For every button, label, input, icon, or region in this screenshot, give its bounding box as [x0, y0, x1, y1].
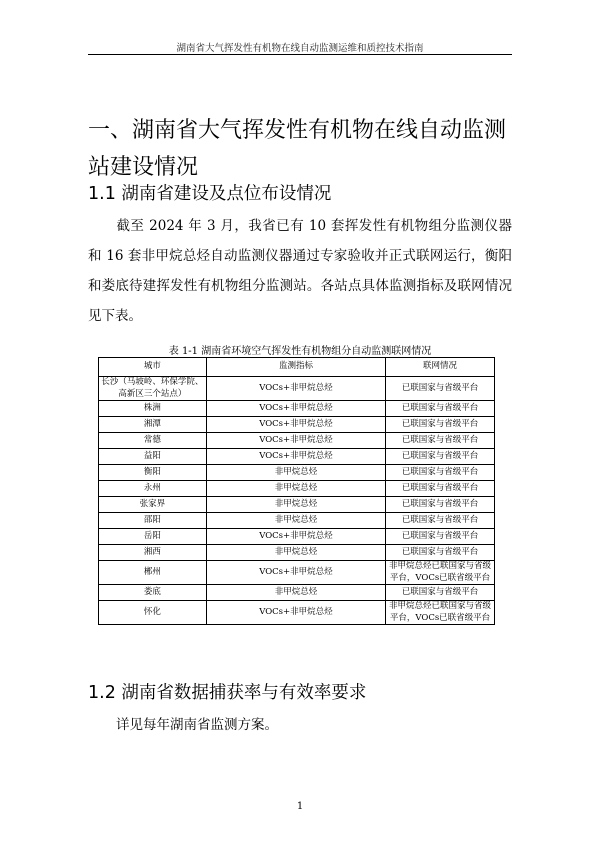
- network-status-cell: 已联国家与省级平台: [386, 465, 495, 481]
- city-cell: 株洲: [99, 401, 207, 417]
- network-status-cell: 已联国家与省级平台: [386, 449, 495, 465]
- indicator-cell: VOCs+非甲烷总烃: [206, 377, 385, 401]
- city-cell: 益阳: [99, 449, 207, 465]
- network-status-cell: 已联国家与省级平台: [386, 529, 495, 545]
- header-cell-indicator: 监测指标: [206, 358, 385, 377]
- table-row: [99, 465, 495, 481]
- section-1-2-paragraph: [88, 710, 512, 740]
- network-status-cell: 已联国家与省级平台: [386, 377, 495, 401]
- header-cell-network: 联网情况: [386, 358, 495, 377]
- header-text: 湖南省大气挥发性有机物在线自动监测运维和质控技术指南: [176, 43, 424, 54]
- table-row: [99, 529, 495, 545]
- table-row: [99, 585, 495, 601]
- city-cell: 郴州: [99, 561, 207, 585]
- indicator-cell: 非甲烷总烃: [206, 465, 385, 481]
- city-cell: 长沙（马坡岭、环保学院、高新区三个站点）: [99, 377, 207, 401]
- network-status-cell: 已联国家与省级平台: [386, 401, 495, 417]
- indicator-cell: VOCs+非甲烷总烃: [206, 561, 385, 585]
- network-status-cell: 已联国家与省级平台: [386, 497, 495, 513]
- network-status-cell: 已联国家与省级平台: [386, 513, 495, 529]
- indicator-cell: 非甲烷总烃: [206, 545, 385, 561]
- indicator-cell: VOCs+非甲烷总烃: [206, 433, 385, 449]
- network-status-cell: 非甲烷总烃已联国家与省级平台，VOCs已联省级平台: [386, 601, 495, 625]
- table-header-row: [99, 358, 495, 377]
- table-row: [99, 561, 495, 585]
- section-heading-1-2: 1.2 湖南省数据捕获率与有效率要求: [88, 683, 367, 703]
- table-row: [99, 417, 495, 433]
- indicator-cell: VOCs+非甲烷总烃: [206, 417, 385, 433]
- table-row: [99, 377, 495, 401]
- table-row: [99, 433, 495, 449]
- table-row: [99, 497, 495, 513]
- table-row: [99, 601, 495, 625]
- indicator-cell: VOCs+非甲烷总烃: [206, 401, 385, 417]
- city-cell: 岳阳: [99, 529, 207, 545]
- city-cell: 常德: [99, 433, 207, 449]
- table-row: [99, 513, 495, 529]
- indicator-cell: VOCs+非甲烷总烃: [206, 529, 385, 545]
- table-caption: 表 1-1 湖南省环境空气挥发性有机物组分自动监测联网情况: [168, 346, 432, 357]
- network-status-cell: 已联国家与省级平台: [386, 585, 495, 601]
- network-status-cell: 已联国家与省级平台: [386, 417, 495, 433]
- section-1-1-paragraph: [88, 211, 512, 331]
- page-number: 1: [296, 801, 304, 812]
- section-heading-1-1: 1.1 湖南省建设及点位布设情况: [88, 184, 332, 204]
- city-cell: 湘西: [99, 545, 207, 561]
- city-cell: 张家界: [99, 497, 207, 513]
- section-heading-1: 一、湖南省大气挥发性有机物在线自动监测站建设情况: [88, 118, 507, 180]
- header-cell-city: 城市: [99, 358, 207, 377]
- indicator-cell: 非甲烷总烃: [206, 481, 385, 497]
- indicator-cell: VOCs+非甲烷总烃: [206, 601, 385, 625]
- header-rule: [88, 54, 512, 55]
- city-cell: 永州: [99, 481, 207, 497]
- table-row: [99, 545, 495, 561]
- network-status-cell: 非甲烷总烃已联国家与省级平台，VOCs已联省级平台: [386, 561, 495, 585]
- city-cell: 邵阳: [99, 513, 207, 529]
- city-cell: 湘潭: [99, 417, 207, 433]
- network-status-cell: 已联国家与省级平台: [386, 545, 495, 561]
- table-row: [99, 401, 495, 417]
- city-cell: 怀化: [99, 601, 207, 625]
- network-status-cell: 已联国家与省级平台: [386, 481, 495, 497]
- network-status-table: [98, 357, 495, 625]
- city-cell: 衡阳: [99, 465, 207, 481]
- paragraph-text: 详见每年湖南省监测方案。: [116, 717, 278, 733]
- city-cell: 娄底: [99, 585, 207, 601]
- indicator-cell: VOCs+非甲烷总烃: [206, 449, 385, 465]
- indicator-cell: 非甲烷总烃: [206, 585, 385, 601]
- table-row: [99, 449, 495, 465]
- indicator-cell: 非甲烷总烃: [206, 513, 385, 529]
- paragraph-text: 截至 2024 年 3 月，我省已有 10 套挥发性有机物组分监测仪器和 16 套非甲烷总烃自动监测仪器通过专家验收并正式联网运行，衡阳和娄底待建挥发性有机物组分监测站。各站点具体监测指标及联网情况见下表。: [88, 218, 512, 324]
- indicator-cell: 非甲烷总烃: [206, 497, 385, 513]
- network-status-cell: 已联国家与省级平台: [386, 433, 495, 449]
- table-row: [99, 481, 495, 497]
